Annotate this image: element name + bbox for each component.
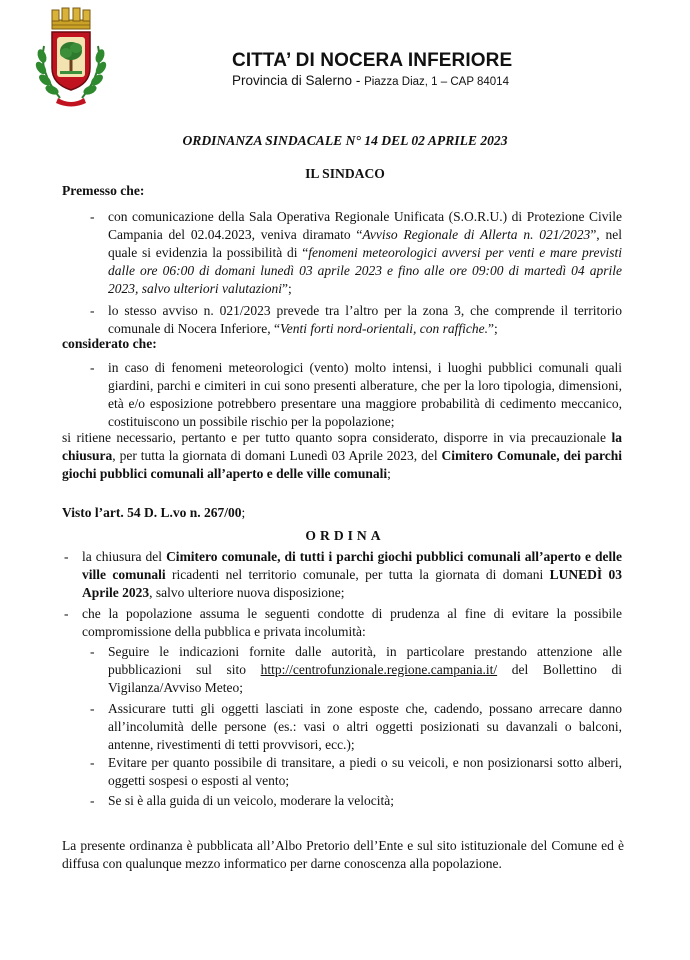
- premesso-label: Premesso che:: [62, 183, 145, 198]
- address: Piazza Diaz, 1 – CAP 84014: [364, 76, 509, 88]
- text: ”, nel quale si evidenzia la possibilità di “: [108, 227, 622, 260]
- bold-text: la chiusura: [62, 430, 622, 463]
- bullet-dash: -: [90, 755, 95, 770]
- closing-paragraph: La presente ordinanza è pubblicata all’Albo Pretorio dell’Ente e sul sito istituzionale del Comune ed è diffusa con qualunque mezzo informatico per darne conoscenza alla popolazione.: [62, 838, 624, 871]
- city-coat-of-arms-logo: [30, 6, 112, 110]
- text: ”;: [282, 281, 292, 296]
- bold-text: Cimitero comunale, di tutti i parchi giochi pubblici comunali all’aperto e delle ville comunali: [82, 549, 622, 582]
- bullet-dash: -: [90, 701, 95, 716]
- sub-item-4: Se si è alla guida di un veicolo, moderare la velocità;: [108, 793, 395, 808]
- ordina-heading: ORDINA: [305, 528, 385, 543]
- premesso-item-1: [108, 208, 622, 298]
- text: , salvo ulteriore nuova disposizione;: [149, 585, 345, 600]
- text: lo stesso avviso n. 021/2023 prevede tra l’altro per la zona 3, che comprende il territorio comunale di Nocera Inferiore, “: [108, 303, 622, 336]
- bullet-dash: -: [64, 606, 69, 621]
- considerato-label: considerato che:: [62, 336, 157, 351]
- text: Seguire le indicazioni fornite dalle autorità, in particolare prestando attenzione alle pubblicazioni sul sito: [108, 644, 622, 677]
- issuer-heading: IL SINDACO: [305, 166, 385, 181]
- bullet-dash: -: [90, 793, 95, 808]
- ritiene-paragraph: [62, 429, 622, 483]
- sub-item-3: Evitare per quanto possibile di transitare, a piedi o su veicoli, e non posizionarsi sotto alberi, oggetti sospesi o esposti al vento;: [108, 755, 622, 788]
- text: con comunicazione della Sala Operativa Regionale Unificata (S.O.R.U.) di Protezione Civile Campania del 02.04.2023, veniva diramato “: [108, 209, 622, 242]
- visto-text: Visto l’art. 54 D. L.vo n. 267/00: [62, 505, 242, 520]
- city-address: [232, 73, 509, 88]
- sub-item-2: Assicurare tutti gli oggetti lasciati in zone esposte che, cadendo, possano arrecare danno all’incolumità delle persone (es.: vasi o altri oggetti posizionati su davanzali o balconi, antenne, rivestimenti di tetti provvisori, ecc.);: [108, 701, 622, 752]
- text: ;: [241, 505, 246, 520]
- text: ricadenti nel territorio comunale, per tutta la giornata di domani: [165, 567, 550, 582]
- premesso-item-2: [108, 302, 622, 338]
- sub-item-1: [108, 643, 622, 697]
- bullet-dash: -: [90, 303, 95, 318]
- text: ;: [387, 466, 391, 481]
- wind-quote: Venti forti nord-orientali, con raffiche.: [280, 321, 489, 336]
- bullet-dash: -: [90, 360, 95, 375]
- text: si ritiene necessario, pertanto e per tutto quanto sopra considerato, disporre in via precauzionale: [62, 430, 612, 445]
- bullet-dash: -: [90, 209, 95, 224]
- text: la chiusura del: [82, 549, 167, 564]
- bullet-dash: -: [90, 644, 95, 659]
- ordina-item-1: [82, 548, 622, 602]
- considerato-item: in caso di fenomeni meteorologici (vento) molto intensi, i luoghi pubblici comunali quali giardini, parchi e cimiteri in cui sono presenti alberature, che per la loro tipologia, dimensioni, età e/o esposizione potrebbero presentare una maggiore probabilità di cedimento meccanico, costituiscono un possibile rischio per la popolazione;: [108, 360, 622, 429]
- crown-icon: [52, 8, 90, 29]
- text: del Bollettino di Vigilanza/Avviso Meteo;: [108, 662, 622, 695]
- ordinance-title: ORDINANZA SINDACALE N° 14 DEL 02 APRILE 2023: [182, 133, 508, 148]
- text: , per tutta la giornata di domani Lunedì 03 Aprile 2023, del: [112, 448, 442, 463]
- text: ”;: [488, 321, 498, 336]
- forecast-quote: fenomeni meteorologici avversi per venti e mare previsti dalle ore 06:00 di domani lunedì 03 aprile 2023 e fino alle ore 09:00 di martedì 04 aprile 2023, salvo ulteriori valutazioni: [108, 245, 622, 296]
- province: Provincia di Salerno -: [232, 73, 365, 88]
- visto-line: [62, 504, 622, 522]
- alert-reference: Avviso Regionale di Allerta n. 021/2023: [362, 227, 591, 242]
- city-name: CITTA’ DI NOCERA INFERIORE: [232, 50, 513, 71]
- bold-text: LUNEDÌ 03 Aprile 2023: [82, 567, 623, 600]
- bullet-dash: -: [64, 549, 69, 564]
- ribbon-icon: [56, 98, 86, 107]
- centro-funzionale-link[interactable]: http://centrofunzionale.regione.campania.it/: [260, 662, 498, 677]
- ordina-item-2: che la popolazione assuma le seguenti condotte di prudenza al fine di evitare la possibile compromissione della pubblica e privata incolumità:: [82, 606, 622, 639]
- bold-text: Cimitero Comunale, dei parchi giochi pubblici comunali all’aperto e delle ville comunali: [62, 448, 622, 481]
